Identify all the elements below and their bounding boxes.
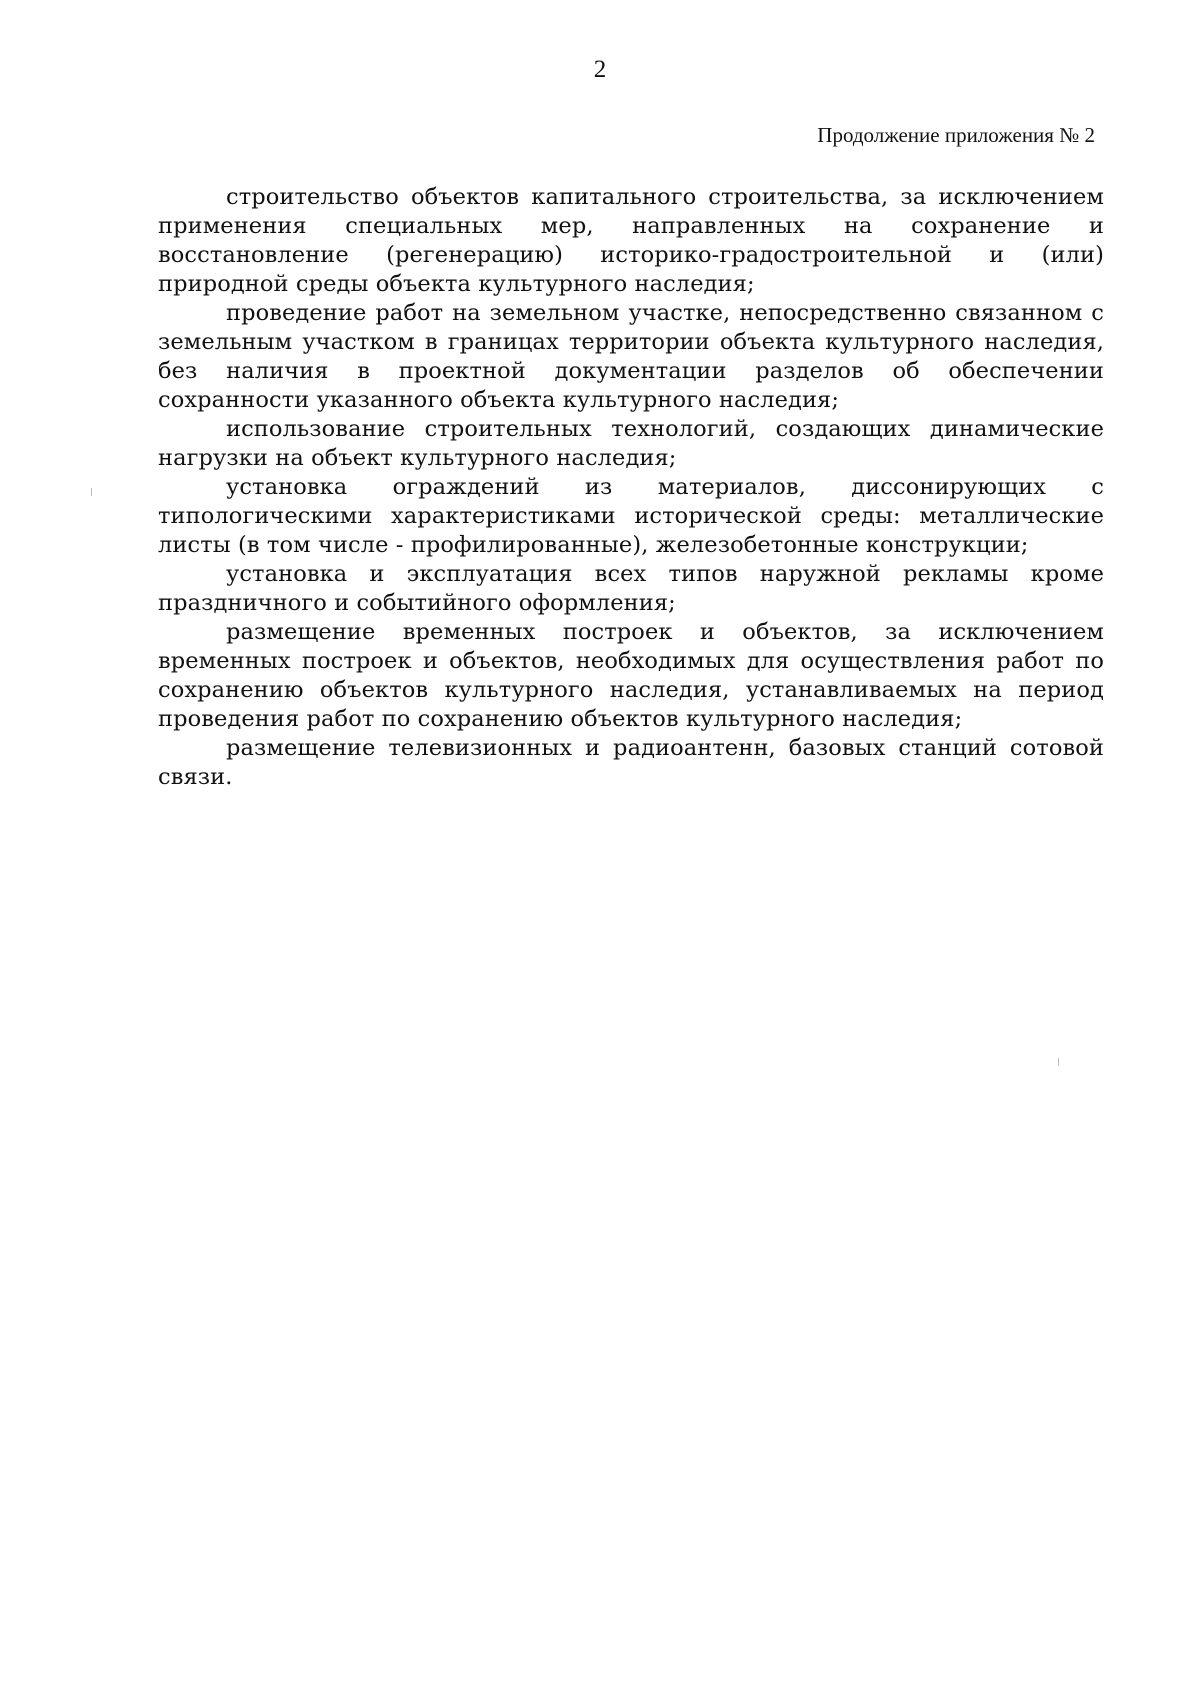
paragraph-outdoor-advertising: установка и эксплуатация всех типов наружной рекламы кроме праздничного и событийного оформления; bbox=[158, 561, 1104, 616]
paragraph-construction-technologies: использование строительных технологий, создающих динамические нагрузки на объект культурного наследия; bbox=[158, 416, 1104, 471]
restrictions-list bbox=[158, 183, 1104, 792]
paragraph-antennas: размещение телевизионных и радиоантенн, базовых станций сотовой связи. bbox=[158, 735, 1104, 790]
appendix-continuation-label: Продолжение приложения № 2 bbox=[817, 123, 1095, 147]
paragraph-temporary-buildings: размещение временных построек и объектов, за исключением временных построек и объектов, необходимых для осуществления работ по сохранению объектов культурного наследия, устанавливаемых на период проведения работ по сохранению объектов культурного наследия; bbox=[158, 619, 1104, 732]
paragraph-fences: установка ограждений из материалов, диссонирующих с типологическими характеристиками исторической среды: металлические листы (в том числе - профилированные), железобетонные конструкции; bbox=[158, 474, 1104, 558]
page-number: 2 bbox=[593, 56, 607, 83]
paragraph-capital-construction: строительство объектов капитального строительства, за исключением применения специальных мер, направленных на сохранение и восстановление (регенерацию) историко-градостроительной и (или) природной среды объекта культурного наследия; bbox=[158, 184, 1104, 297]
scan-artifact bbox=[91, 488, 92, 496]
paragraph-land-plot-works: проведение работ на земельном участке, непосредственно связанном с земельным участком в границах территории объекта культурного наследия, без наличия в проектной документации разделов об обеспечении сохранности указанного объекта культурного наследия; bbox=[158, 300, 1104, 413]
scan-artifact bbox=[1058, 1058, 1059, 1066]
